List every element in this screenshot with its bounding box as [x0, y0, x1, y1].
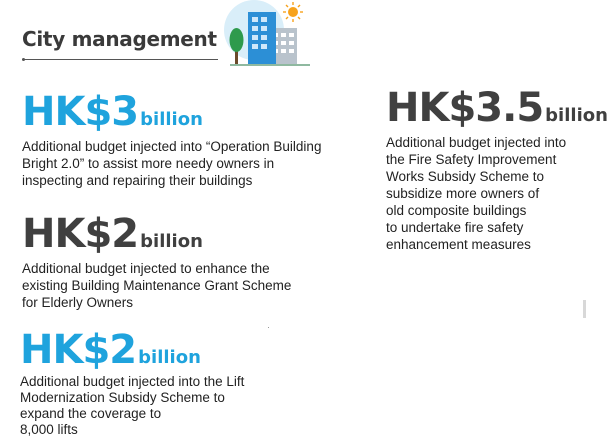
section-title: City management — [22, 27, 217, 51]
stat-amount: HK$3.5 billion — [386, 85, 608, 131]
stat-description: Additional budget injected to enhance the existing Building Maintenance Grant Scheme for Elderly Owners — [22, 261, 292, 310]
stray-dot — [268, 327, 269, 328]
stat-block-operation-building-bright — [22, 89, 352, 189]
stat-description: Additional budget injected into the Lift Modernization Subsidy Scheme to expand the coverage to 8,000 lifts — [20, 374, 245, 437]
stat-block-building-maintenance-grant — [22, 211, 352, 311]
stat-block-lift-modernization — [20, 327, 350, 438]
stat-description: Additional budget injected into the Fire Safety Improvement Works Subsidy Scheme to subsidize more owners of old composite buildings to undertake fire safety enhancement measures — [386, 135, 567, 252]
city-buildings-icon — [214, 0, 324, 70]
stat-amount: HK$3 billion — [22, 89, 203, 135]
sun-icon — [283, 2, 303, 22]
section-header — [22, 27, 222, 51]
edge-mark — [583, 300, 586, 318]
stat-amount: HK$2 billion — [22, 211, 203, 257]
stat-amount: HK$2 billion — [20, 327, 201, 373]
stat-block-fire-safety — [386, 85, 608, 253]
stat-description: Additional budget injected into “Operation Building Bright 2.0” to assist more needy owners in inspecting and repairing their buildings — [22, 139, 322, 188]
title-underline — [22, 59, 218, 60]
